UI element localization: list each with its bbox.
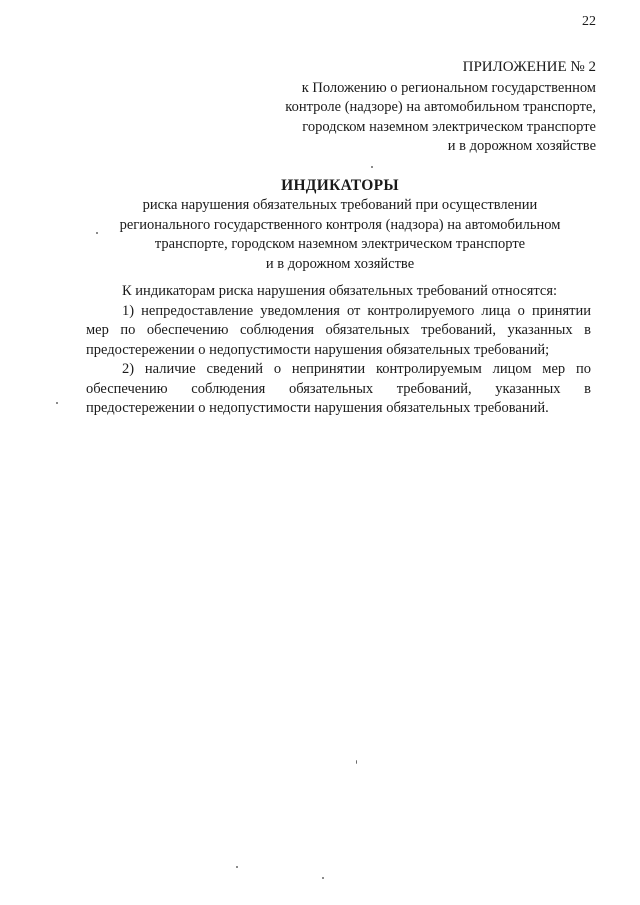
scan-speck bbox=[371, 166, 373, 168]
body-paragraph: 2) наличие сведений о непринятии контролируемым лицом мер по обеспечению соблюдения обязательных требований, указанных в предостережении о недопустимости нарушения обязательных требований. bbox=[86, 361, 591, 416]
appendix-line: контроле (надзоре) на автомобильном транспорте, bbox=[285, 99, 596, 115]
scan-speck bbox=[236, 866, 238, 868]
document-body bbox=[86, 282, 591, 419]
page-number: 22 bbox=[582, 14, 596, 29]
scan-speck bbox=[356, 760, 357, 764]
scan-speck bbox=[322, 877, 324, 879]
document-subtitle-line: риска нарушения обязательных требований при осуществлении bbox=[142, 197, 538, 213]
appendix-line: и в дорожном хозяйстве bbox=[447, 138, 596, 154]
appendix-line: к Положению о региональном государственном bbox=[301, 79, 596, 96]
document-title: ИНДИКАТОРЫ bbox=[281, 177, 399, 194]
document-subtitle-line: транспорте, городском наземном электрическом транспорте bbox=[154, 236, 526, 252]
body-paragraph: К индикаторам риска нарушения обязательных требований относятся: bbox=[122, 283, 558, 299]
document-subtitle-line: регионального государственного контроля (надзора) на автомобильном bbox=[119, 216, 561, 233]
appendix-title: ПРИЛОЖЕНИЕ № 2 bbox=[462, 59, 596, 75]
scan-speck bbox=[96, 232, 98, 234]
appendix-line: городском наземном электрическом транспорте bbox=[302, 118, 596, 135]
scan-speck bbox=[56, 402, 58, 404]
body-paragraph: 1) непредоставление уведомления от контролируемого лица о принятии мер по обеспечению соблюдения обязательных требований, указанных в предостережении о недопустимости нарушения обязательных требований; bbox=[86, 302, 591, 358]
document-subtitle-line: и в дорожном хозяйстве bbox=[265, 255, 415, 272]
document-heading bbox=[90, 176, 590, 274]
appendix-block bbox=[216, 58, 596, 157]
